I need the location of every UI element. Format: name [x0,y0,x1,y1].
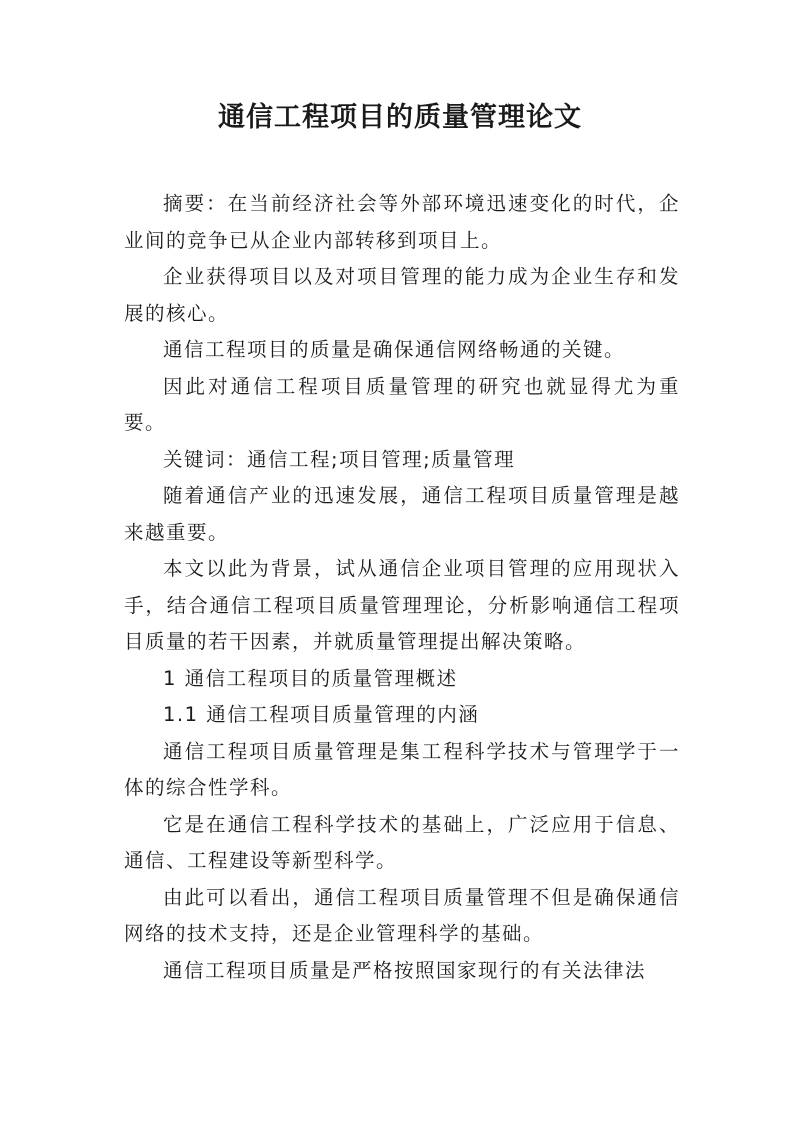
keywords-paragraph: 关键词：通信工程;项目管理;质量管理 [163,447,516,471]
paragraph: 企业获得项目以及对项目管理的能力成为企业生存和发展的核心。 [124,265,680,325]
document-body [124,186,680,989]
paragraph: 它是在通信工程科学技术的基础上，广泛应用于信息、通信、工程建设等新型科学。 [124,812,680,872]
paragraph: 由此可以看出，通信工程项目质量管理不但是确保通信网络的技术支持，还是企业管理科学的基础。 [124,885,680,945]
document-title: 通信工程项目的质量管理论文 [218,102,582,133]
paragraph: 通信工程项目质量是严格按照国家现行的有关法律法 [163,958,647,982]
abstract-paragraph: 摘要：在当前经济社会等外部环境迅速变化的时代，企业间的竞争已从企业内部转移到项目上。 [124,192,680,252]
section-heading: 1 通信工程项目的质量管理概述 [163,666,458,690]
paragraph: 因此对通信工程项目质量管理的研究也就显得尤为重要。 [124,374,680,434]
paragraph: 通信工程项目质量管理是集工程科学技术与管理学于一体的综合性学科。 [124,739,680,799]
paragraph: 通信工程项目的质量是确保通信网络畅通的关键。 [163,338,626,361]
subsection-heading: 1.1 通信工程项目质量管理的内涵 [163,703,480,726]
paragraph: 随着通信产业的迅速发展，通信工程项目质量管理是越来越重要。 [124,484,680,544]
paragraph: 本文以此为背景，试从通信企业项目管理的应用现状入手，结合通信工程项目质量管理理论，分析影响通信工程项目质量的若干因素，并就质量管理提出解决策略。 [124,557,680,653]
